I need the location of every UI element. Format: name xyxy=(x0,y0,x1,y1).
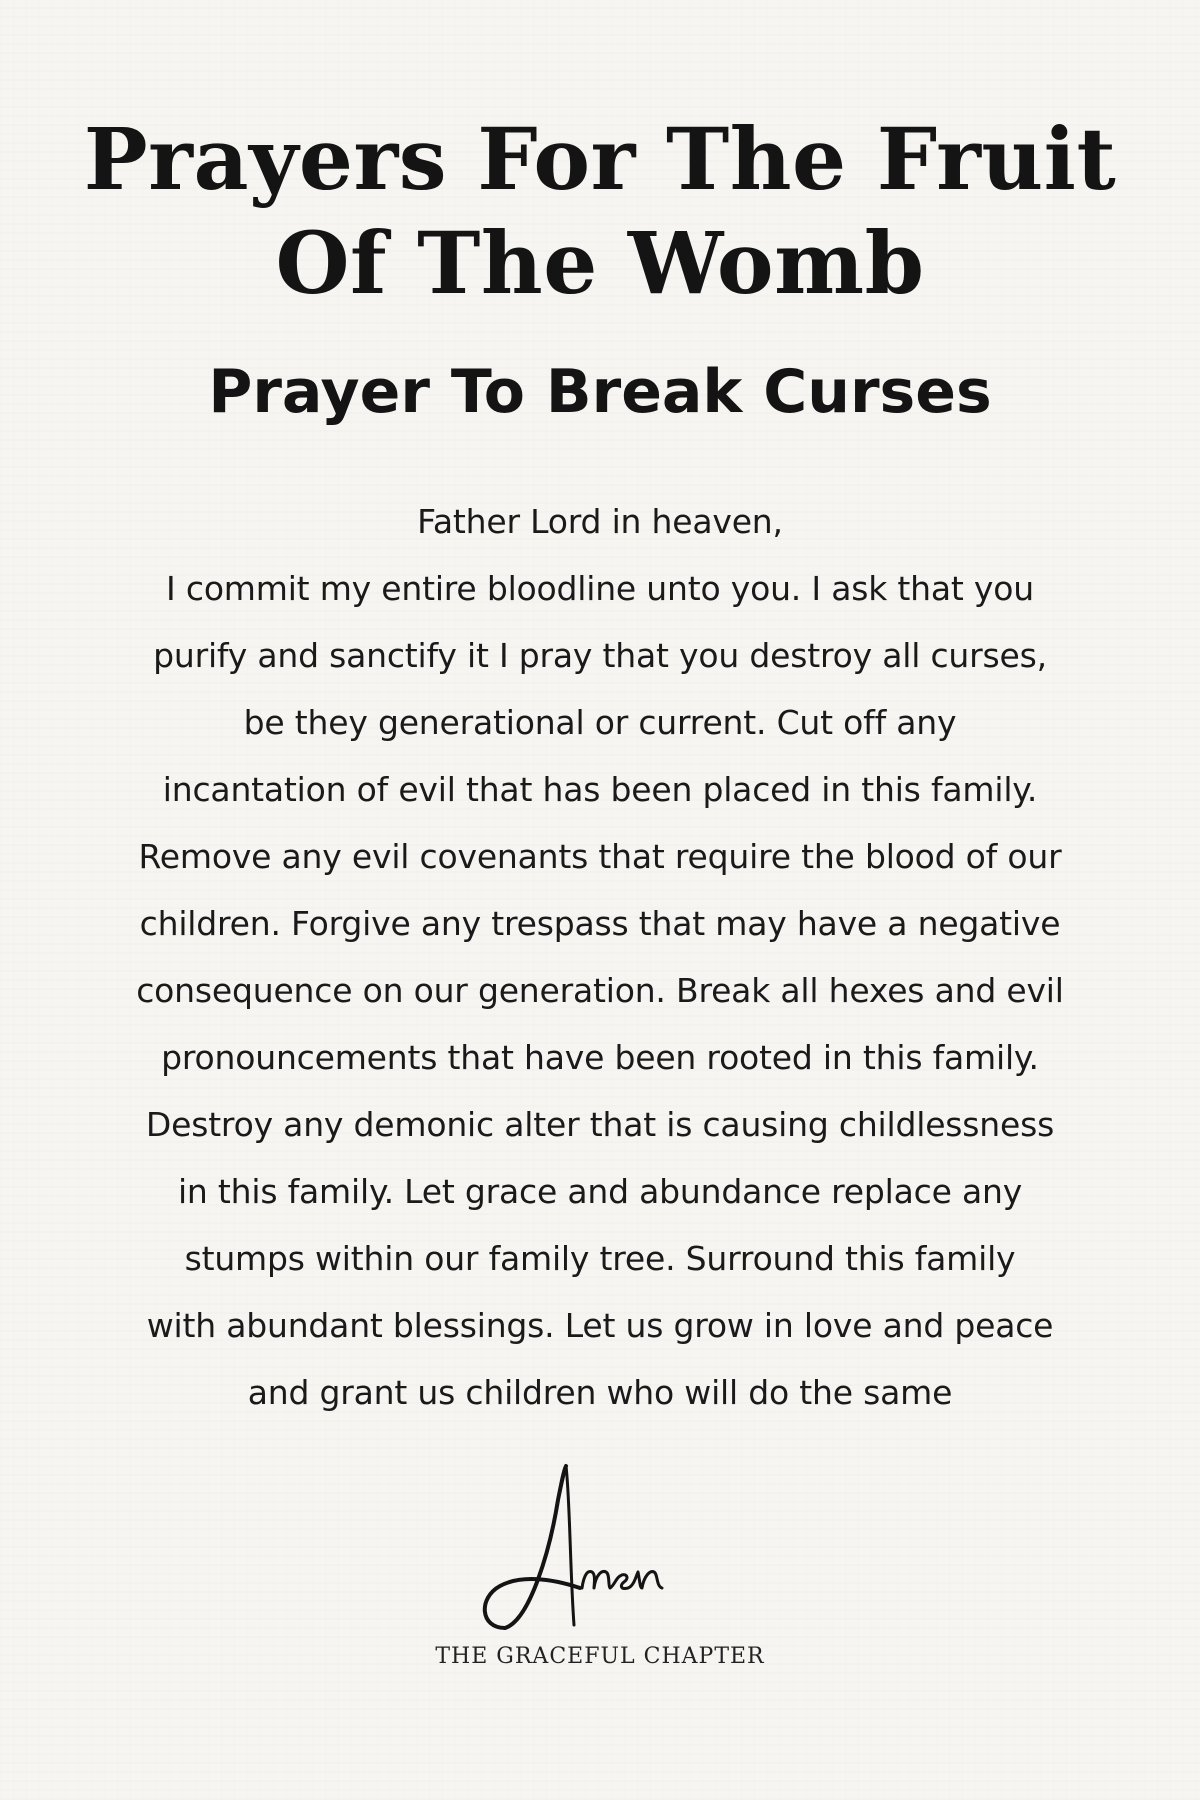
prayer-line: incantation of evil that has been placed in this family. xyxy=(162,770,1038,809)
brand-footer: THE GRACEFUL CHAPTER xyxy=(435,1644,765,1669)
prayer-line: consequence on our generation. Break all hexes and evil xyxy=(136,971,1064,1010)
prayer-line: I commit my entire bloodline unto you. I ask that you xyxy=(166,569,1034,608)
prayer-line: Father Lord in heaven, xyxy=(417,502,783,541)
title-line-1: Prayers For The Fruit xyxy=(83,110,1117,210)
prayer-line: purify and sanctify it I pray that you destroy all curses, xyxy=(153,636,1047,675)
prayer-line: Destroy any demonic alter that is causing childlessness xyxy=(145,1105,1055,1144)
page-subtitle: Prayer To Break Curses xyxy=(208,357,992,427)
prayer-text xyxy=(60,488,1140,1426)
amen-signature-icon xyxy=(470,1460,730,1640)
prayer-line: and grant us children who will do the same xyxy=(247,1373,953,1412)
title-line-2: Of The Womb xyxy=(275,214,925,314)
prayer-line: with abundant blessings. Let us grow in love and peace xyxy=(146,1306,1054,1345)
prayer-line: stumps within our family tree. Surround this family xyxy=(184,1239,1016,1278)
prayer-line: children. Forgive any trespass that may have a negative xyxy=(139,904,1061,943)
page-title xyxy=(40,108,1160,316)
prayer-line: be they generational or current. Cut off any xyxy=(243,703,957,742)
prayer-line: in this family. Let grace and abundance replace any xyxy=(177,1172,1023,1211)
prayer-line: pronouncements that have been rooted in this family. xyxy=(161,1038,1039,1077)
prayer-line: Remove any evil covenants that require the blood of our xyxy=(138,837,1062,876)
amen-script-svg xyxy=(470,1460,730,1640)
